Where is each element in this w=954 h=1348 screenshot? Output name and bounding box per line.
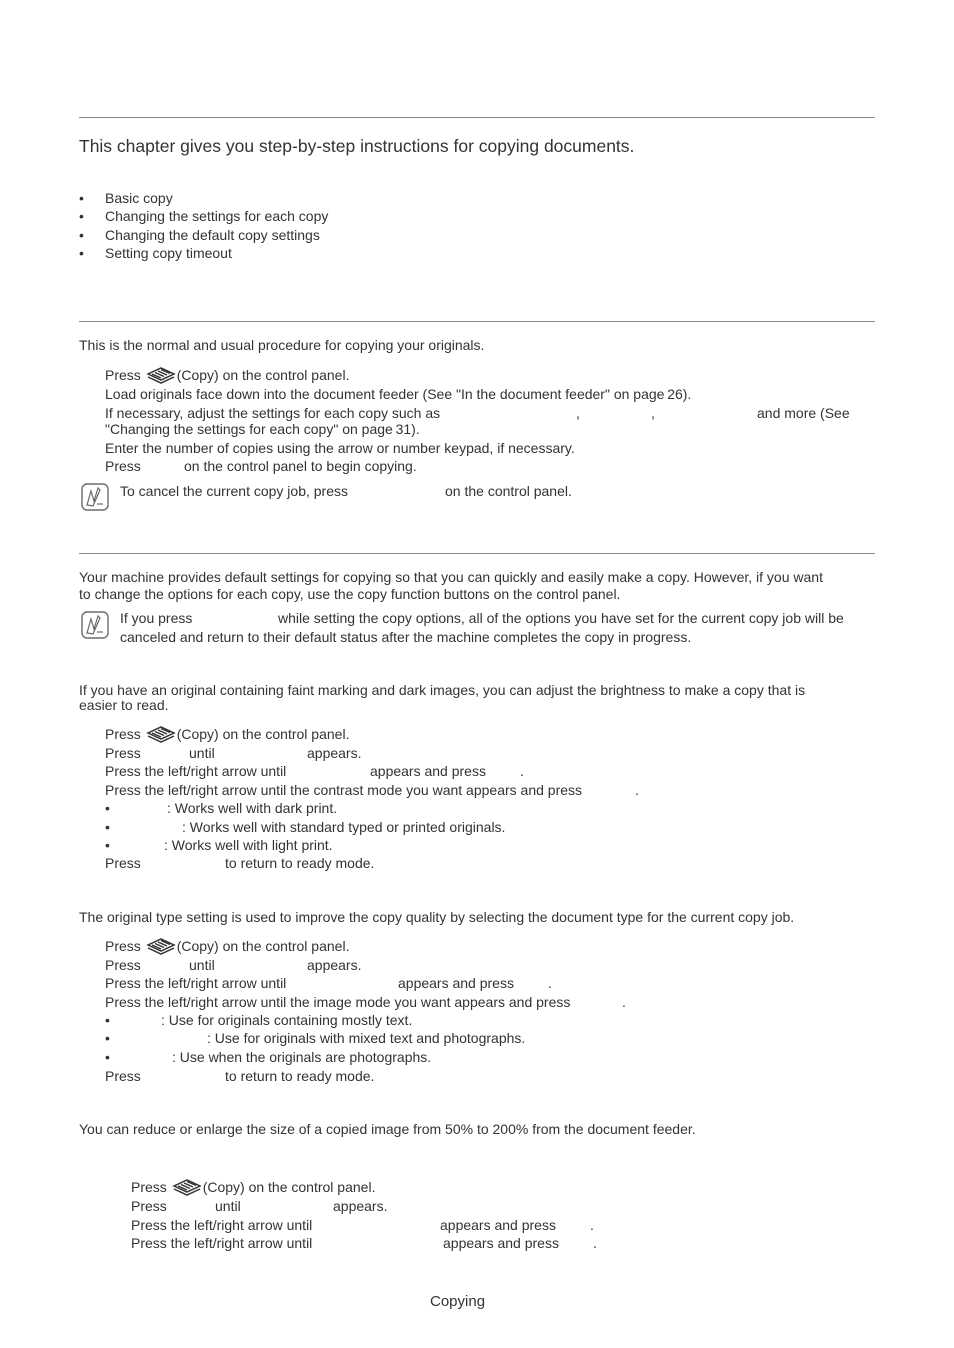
original-bullet: • — [105, 1012, 110, 1028]
settings-note-c: canceled and return to their default status after the machine completes the copy in progress. — [120, 629, 692, 645]
darkness-step-2c: appears. — [307, 745, 362, 761]
original-bullet: • — [105, 1049, 110, 1065]
original-option-1: : Use for originals containing mostly text. — [161, 1012, 413, 1028]
original-step-3a: Press the left/right arrow until — [105, 975, 287, 991]
copy-icon — [145, 722, 177, 744]
reduce-step-2b: until — [215, 1198, 241, 1214]
darkness-description-line1: If you have an original containing faint marking and dark images, you can adjust the brightness to make a copy that is — [79, 682, 806, 698]
section-divider-settings — [79, 553, 875, 554]
basic-step-5a: Press — [105, 458, 141, 474]
basic-step-5b: on the control panel to begin copying. — [184, 458, 417, 474]
darkness-step-4a: Press the left/right arrow until the contrast mode you want appears and press — [105, 782, 583, 798]
darkness-step-1: Press (Copy) on the control panel. — [105, 722, 349, 744]
basic-step-2: Load originals face down into the document feeder (See "In the document feeder" on page 26). — [105, 386, 692, 402]
darkness-description-line2: easier to read. — [79, 697, 169, 713]
darkness-step-4b: . — [635, 782, 639, 798]
original-option-3: : Use when the originals are photographs. — [172, 1049, 432, 1065]
darkness-option-1: : Works well with dark print. — [167, 800, 338, 816]
basic-step-3c: "Changing the settings for each copy" on page 31). — [105, 421, 420, 437]
reduce-step-1: Press (Copy) on the control panel. — [131, 1175, 375, 1197]
note-icon — [81, 611, 109, 639]
reduce-step-4b: appears and press — [443, 1235, 559, 1251]
basic-note-a: To cancel the current copy job, press — [120, 483, 349, 499]
original-step-3b: appears and press — [398, 975, 514, 991]
original-bullet: • — [105, 1030, 110, 1046]
copy-icon — [145, 363, 177, 385]
original-step-2a: Press — [105, 957, 141, 973]
basic-step-4: Enter the number of copies using the arrow or number keypad, if necessary. — [105, 440, 575, 456]
darkness-option-2: : Works well with standard typed or printed originals. — [182, 819, 506, 835]
original-step-2b: until — [189, 957, 215, 973]
note-icon — [81, 483, 109, 511]
reduce-description: You can reduce or enlarge the size of a copied image from 50% to 200% from the document feeder. — [79, 1121, 696, 1137]
reduce-step-3a: Press the left/right arrow until — [131, 1217, 313, 1233]
darkness-step-3a: Press the left/right arrow until — [105, 763, 287, 779]
page-footer: Copying — [430, 1293, 486, 1310]
darkness-bullet: • — [105, 819, 110, 835]
original-description: The original type setting is used to improve the copy quality by selecting the document type for the current copy job. — [79, 909, 795, 925]
section-divider-basic — [79, 321, 875, 322]
copy-icon — [171, 1175, 203, 1197]
copy-icon — [145, 934, 177, 956]
original-option-2: : Use for originals with mixed text and photographs. — [207, 1030, 526, 1046]
reduce-step-3b: appears and press — [440, 1217, 556, 1233]
original-step-5a: Press — [105, 1068, 141, 1084]
darkness-step-3c: . — [520, 763, 524, 779]
basic-copy-description: This is the normal and usual procedure for copying your originals. — [79, 337, 485, 353]
reduce-step-3c: . — [590, 1217, 594, 1233]
original-step-2c: appears. — [307, 957, 362, 973]
original-step-5b: to return to ready mode. — [225, 1068, 375, 1084]
basic-step-3-separator: , — [651, 405, 655, 421]
darkness-step-5b: to return to ready mode. — [225, 855, 375, 871]
basic-step-3a: If necessary, adjust the settings for each copy such as — [105, 405, 441, 421]
darkness-step-3b: appears and press — [370, 763, 486, 779]
reduce-step-2c: appears. — [333, 1198, 388, 1214]
original-step-4a: Press the left/right arrow until the image mode you want appears and press — [105, 994, 571, 1010]
darkness-option-3: : Works well with light print. — [164, 837, 333, 853]
darkness-step-5a: Press — [105, 855, 141, 871]
original-step-1: Press (Copy) on the control panel. — [105, 934, 349, 956]
settings-description-line1: Your machine provides default settings for copying so that you can quickly and easily make a copy. However, if you want — [79, 569, 823, 585]
basic-step-3-separator: , — [576, 405, 580, 421]
darkness-step-2b: until — [189, 745, 215, 761]
settings-note-b: while setting the copy options, all of the options you have set for the current copy job will be — [278, 610, 844, 626]
original-step-3c: . — [548, 975, 552, 991]
settings-description-line2: to change the options for each copy, use the copy function buttons on the control panel. — [79, 586, 621, 602]
basic-note-b: on the control panel. — [445, 483, 572, 499]
reduce-step-4a: Press the left/right arrow until — [131, 1235, 313, 1251]
reduce-step-4c: . — [593, 1235, 597, 1251]
chapter-intro: This chapter gives you step-by-step instructions for copying documents. — [79, 136, 635, 156]
original-step-4b: . — [622, 994, 626, 1010]
top-divider — [79, 117, 875, 118]
darkness-step-2a: Press — [105, 745, 141, 761]
basic-step-1: Press (Copy) on the control panel. — [105, 363, 349, 385]
basic-step-3b: and more (See — [757, 405, 850, 421]
darkness-bullet: • — [105, 800, 110, 816]
settings-note-a: If you press — [120, 610, 193, 626]
darkness-bullet: • — [105, 837, 110, 853]
reduce-step-2a: Press — [131, 1198, 167, 1214]
